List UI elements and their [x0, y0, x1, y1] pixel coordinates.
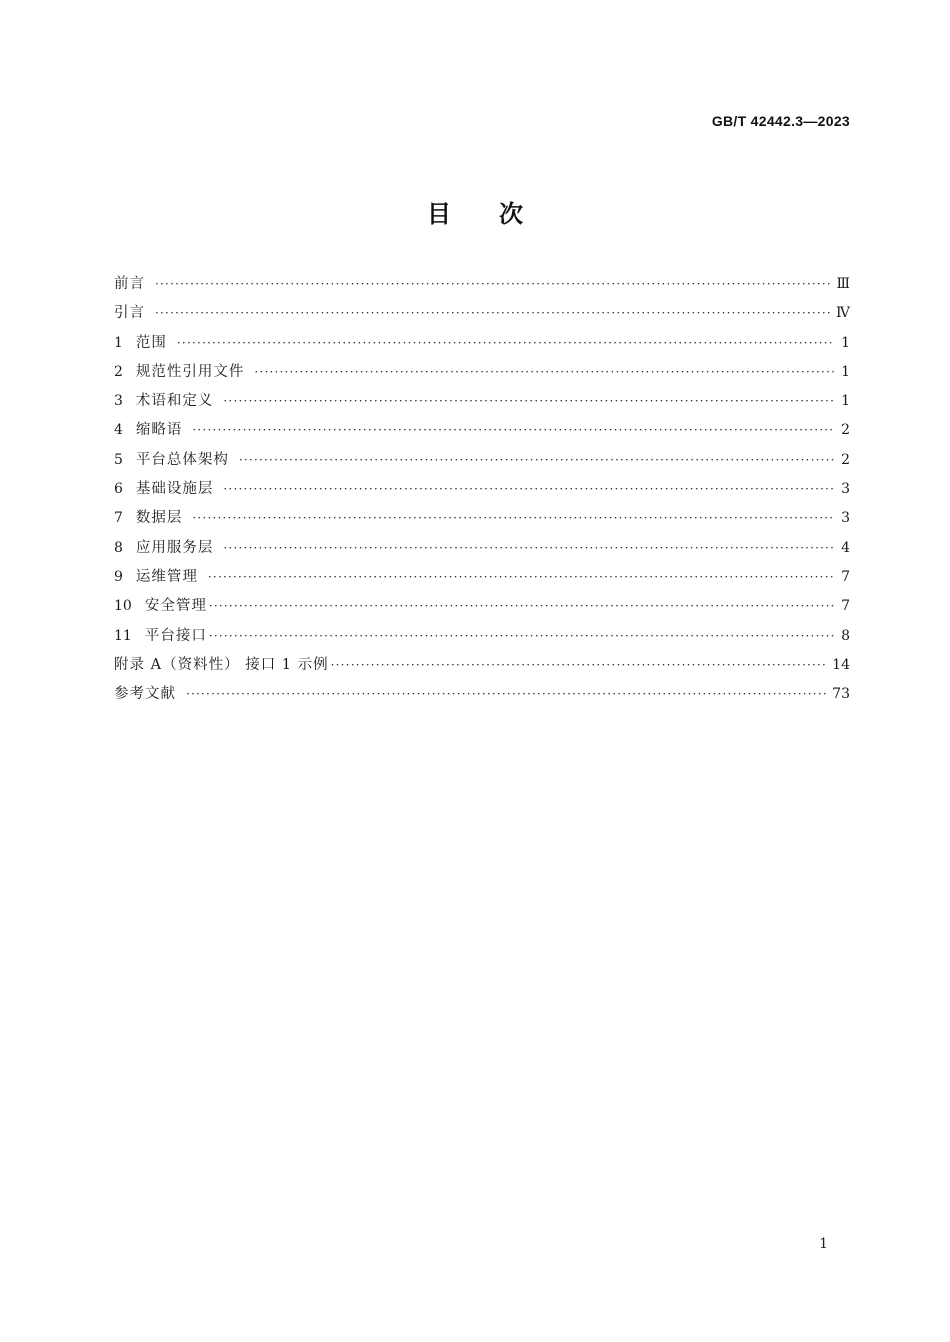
toc-entry-normative-references[interactable] — [114, 360, 850, 389]
toc-entry-security-management[interactable] — [114, 594, 850, 623]
standard-code: GB/T 42442.3—2023 — [711, 113, 850, 129]
toc-entry-label: 规范性引用文件 — [135, 363, 245, 380]
toc-entry-page: 1 — [841, 334, 850, 351]
page-number: 1 — [819, 1236, 828, 1252]
toc-entry-page: 3 — [841, 510, 850, 527]
toc-leader-dots — [155, 278, 830, 290]
toc-leader-dots — [239, 454, 834, 466]
toc-entry-number: 3 — [114, 393, 123, 410]
page-title: 目次 — [427, 200, 571, 228]
toc-entry-number: 5 — [114, 451, 123, 468]
toc-entry-page: 7 — [841, 598, 850, 615]
toc-entry-foreword[interactable] — [114, 272, 850, 301]
toc-entry-page: 1 — [841, 363, 850, 380]
toc-entry-number: 9 — [114, 568, 123, 585]
toc-entry-page: 8 — [841, 627, 850, 644]
toc-entry-label: 附录 A（资料性） 接口 1 示例 — [114, 656, 329, 673]
toc-entry-label: 平台接口 — [144, 627, 207, 644]
toc-entry-bibliography[interactable] — [114, 682, 850, 711]
toc-entry-number: 4 — [114, 422, 123, 439]
toc-entry-label: 安全管理 — [144, 598, 207, 615]
toc-leader-dots — [209, 630, 834, 642]
toc-leader-dots — [186, 688, 826, 700]
toc-entry-page: 2 — [841, 422, 850, 439]
toc-entry-label: 基础设施层 — [135, 481, 214, 498]
table-of-contents — [114, 272, 850, 711]
toc-leader-dots — [254, 366, 834, 378]
toc-entry-application-service-layer[interactable] — [114, 536, 850, 565]
toc-entry-number: 7 — [114, 510, 123, 527]
toc-entry-platform-interface[interactable] — [114, 624, 850, 653]
toc-entry-number: 2 — [114, 363, 123, 380]
toc-entry-page: 4 — [841, 539, 850, 556]
toc-entry-scope[interactable] — [114, 331, 850, 360]
toc-entry-annex-a[interactable] — [114, 653, 850, 682]
toc-entry-page: 7 — [841, 568, 850, 585]
toc-leader-dots — [192, 512, 834, 524]
toc-entry-number: 1 — [114, 334, 123, 351]
toc-leader-dots — [209, 600, 834, 612]
toc-entry-number: 11 — [114, 627, 132, 644]
toc-entry-number: 10 — [114, 598, 132, 615]
toc-entry-label: 术语和定义 — [135, 393, 214, 410]
toc-entry-page: Ⅳ — [836, 305, 850, 322]
toc-leader-dots — [192, 424, 834, 436]
toc-leader-dots — [177, 337, 834, 349]
toc-entry-label: 缩略语 — [135, 422, 183, 439]
toc-entry-number: 6 — [114, 481, 123, 498]
toc-entry-introduction[interactable] — [114, 301, 850, 330]
toc-entry-data-layer[interactable] — [114, 506, 850, 535]
toc-leader-dots — [331, 659, 827, 671]
toc-leader-dots — [223, 483, 834, 495]
toc-entry-label: 数据层 — [135, 510, 183, 527]
toc-entry-platform-architecture[interactable] — [114, 448, 850, 477]
toc-entry-page: 3 — [841, 481, 850, 498]
toc-leader-dots — [223, 542, 834, 554]
toc-entry-label: 范围 — [135, 334, 167, 351]
toc-entry-abbreviations[interactable] — [114, 418, 850, 447]
toc-entry-label: 应用服务层 — [135, 539, 214, 556]
toc-entry-page: Ⅲ — [836, 276, 850, 292]
toc-leader-dots — [155, 307, 830, 319]
toc-entry-page: 2 — [841, 451, 850, 468]
toc-entry-infrastructure-layer[interactable] — [114, 477, 850, 506]
toc-entry-terms-definitions[interactable] — [114, 389, 850, 418]
toc-entry-operations-management[interactable] — [114, 565, 850, 594]
toc-leader-dots — [208, 571, 834, 583]
toc-entry-label: 平台总体架构 — [135, 451, 229, 468]
toc-leader-dots — [223, 395, 834, 407]
toc-entry-page: 14 — [832, 656, 850, 673]
toc-entry-page: 1 — [841, 393, 850, 410]
toc-entry-label: 前言 — [114, 276, 145, 292]
toc-entry-label: 参考文献 — [114, 686, 176, 703]
toc-entry-label: 引言 — [114, 305, 145, 322]
toc-entry-number: 8 — [114, 539, 123, 556]
toc-entry-page: 73 — [832, 686, 850, 703]
toc-entry-label: 运维管理 — [135, 568, 198, 585]
